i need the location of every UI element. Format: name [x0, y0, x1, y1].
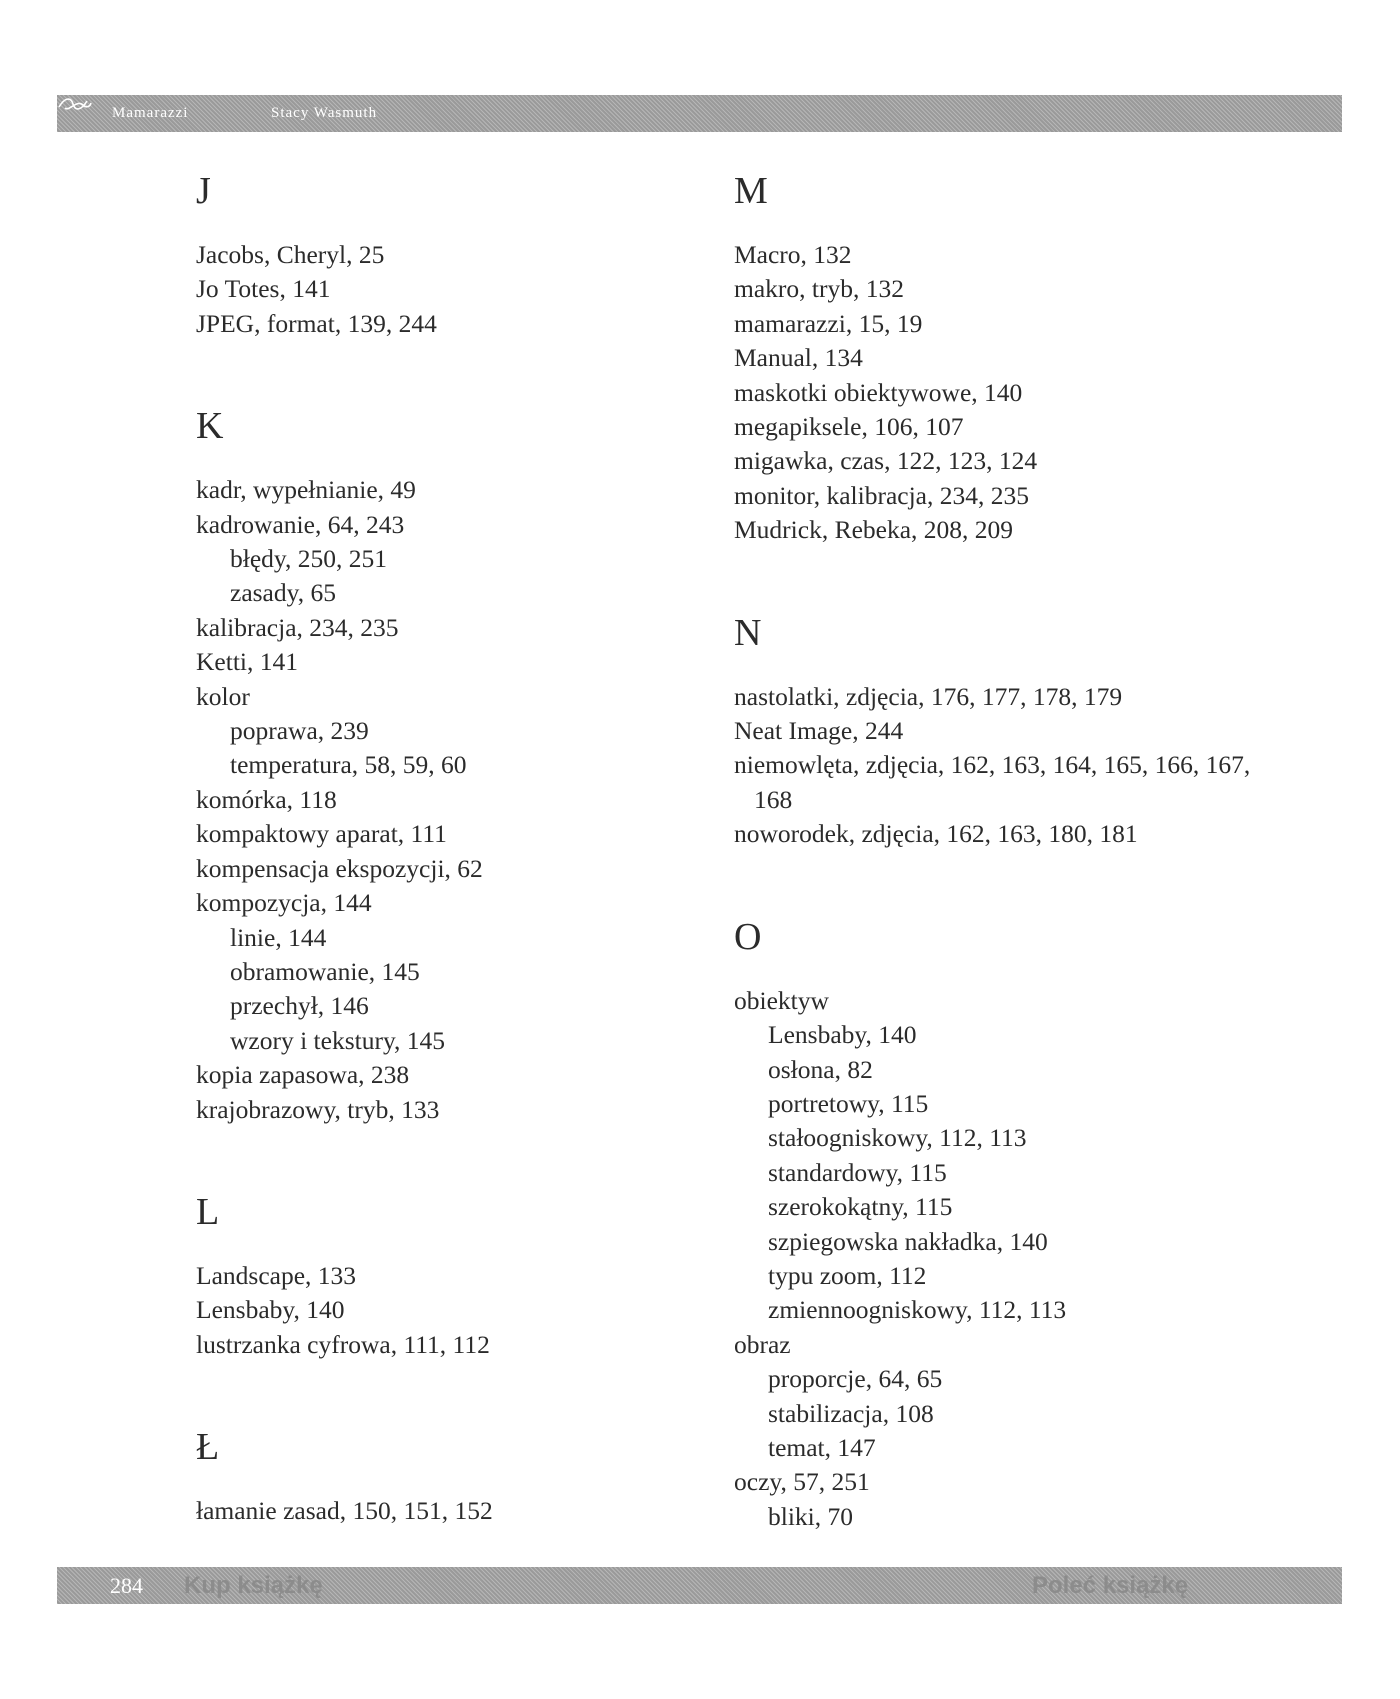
index-entry: łamanie zasad, 150, 151, 152: [196, 1496, 493, 1526]
index-subentry: Lensbaby, 140: [768, 1020, 917, 1050]
index-entry: krajobrazowy, tryb, 133: [196, 1094, 440, 1124]
running-footer: [57, 1567, 1342, 1604]
section-letter: M: [734, 170, 768, 212]
index-subentry: standardowy, 115: [768, 1157, 947, 1187]
index-subentry: błędy, 250, 251: [230, 544, 387, 574]
index-entry: Landscape, 133: [196, 1260, 357, 1290]
index-entry: kolor: [196, 681, 250, 711]
book-title: Mamarazzi: [112, 105, 189, 121]
index-entry: Ketti, 141: [196, 647, 298, 677]
index-subentry: temperatura, 58, 59, 60: [230, 750, 467, 780]
index-entry: kalibracja, 234, 235: [196, 612, 399, 642]
index-section: [196, 1414, 716, 1528]
index-entry: obiektyw: [734, 985, 829, 1015]
index-entry: Lensbaby, 140: [196, 1295, 345, 1325]
index-entry: megapiksele, 106, 107: [734, 412, 964, 442]
section-letter: L: [196, 1190, 220, 1233]
index-entry: monitor, kalibracja, 234, 235: [734, 480, 1029, 510]
index-subentry: stabilizacja, 108: [768, 1398, 934, 1428]
index-subentry: typu zoom, 112: [768, 1260, 927, 1290]
index-entry: Macro, 132: [734, 240, 852, 269]
index-subentry: poprawa, 239: [230, 716, 369, 746]
index-subentry: przechył, 146: [230, 991, 369, 1021]
index-subentry: bliki, 70: [768, 1501, 854, 1531]
index-entry: Jo Totes, 141: [196, 274, 331, 304]
index-column-left: [196, 158, 716, 1581]
index-section: [734, 158, 1294, 548]
section-letter: K: [196, 405, 224, 448]
index-section: [734, 904, 1294, 1535]
index-subentry: obramowanie, 145: [230, 956, 420, 986]
index-entry: Manual, 134: [734, 343, 863, 373]
index-entry: kopia zapasowa, 238: [196, 1060, 410, 1090]
index-entry: mamarazzi, 15, 19: [734, 308, 923, 338]
index-entry: kompensacja ekspozycji, 62: [196, 853, 483, 883]
index-subentry: proporcje, 64, 65: [768, 1364, 943, 1394]
section-letter: J: [196, 170, 211, 212]
index-column-right: [734, 158, 1294, 1586]
running-header: [57, 95, 1342, 132]
book-author: Stacy Wasmuth: [271, 105, 378, 121]
index-subentry: portretowy, 115: [768, 1088, 929, 1118]
index-subentry: osłona, 82: [768, 1054, 873, 1084]
index-entry: makro, tryb, 132: [734, 274, 904, 304]
section-letter: O: [734, 915, 762, 958]
index-entry: kompaktowy aparat, 111: [196, 819, 447, 849]
index-entry: noworodek, zdjęcia, 162, 163, 180, 181: [734, 819, 1138, 849]
index-section: [196, 158, 716, 341]
page-number: 284: [110, 1573, 143, 1598]
index-entry: obraz: [734, 1329, 791, 1359]
section-letter: N: [734, 611, 762, 654]
index-entry: kadr, wypełnianie, 49: [196, 475, 416, 505]
index-entry: kompozycja, 144: [196, 888, 372, 918]
index-entry: Jacobs, Cheryl, 25: [196, 240, 385, 269]
index-entry: migawka, czas, 122, 123, 124: [734, 446, 1038, 476]
index-entry: JPEG, format, 139, 244: [196, 308, 437, 338]
buy-book-link[interactable]: Kup książkę: [184, 1572, 323, 1599]
index-section: [734, 600, 1294, 852]
index-entry: lustrzanka cyfrowa, 111, 112: [196, 1329, 490, 1359]
index-entry: komórka, 118: [196, 784, 337, 814]
index-section: [196, 393, 716, 1127]
index-subentry: linie, 144: [230, 922, 327, 952]
index-entry: oczy, 57, 251: [734, 1467, 870, 1497]
swirl-ornament-icon: [57, 95, 93, 113]
index-subentry: zmiennoogniskowy, 112, 113: [768, 1295, 1067, 1325]
index-subentry: wzory i tekstury, 145: [230, 1025, 446, 1055]
section-letter: Ł: [196, 1426, 220, 1469]
index-entry: maskotki obiektywowe, 140: [734, 377, 1023, 407]
index-subentry: temat, 147: [768, 1432, 876, 1462]
index-entry: Mudrick, Rebeka, 208, 209: [734, 515, 1014, 545]
index-section: [196, 1179, 716, 1362]
index-entry: Neat Image, 244: [734, 716, 904, 746]
recommend-book-link[interactable]: Poleć książkę: [1032, 1572, 1189, 1599]
index-subentry: zasady, 65: [230, 578, 336, 608]
index-subentry: stałoogniskowy, 112, 113: [768, 1123, 1027, 1153]
index-subentry: szerokokątny, 115: [768, 1192, 953, 1222]
index-entry: kadrowanie, 64, 243: [196, 509, 405, 539]
index-entry: nastolatki, zdjęcia, 176, 177, 178, 179: [734, 681, 1123, 711]
index-subentry: szpiegowska nakładka, 140: [768, 1226, 1048, 1256]
index-entry: niemowlęta, zdjęcia, 162, 163, 164, 165, 166, 167, 168: [734, 750, 1251, 814]
